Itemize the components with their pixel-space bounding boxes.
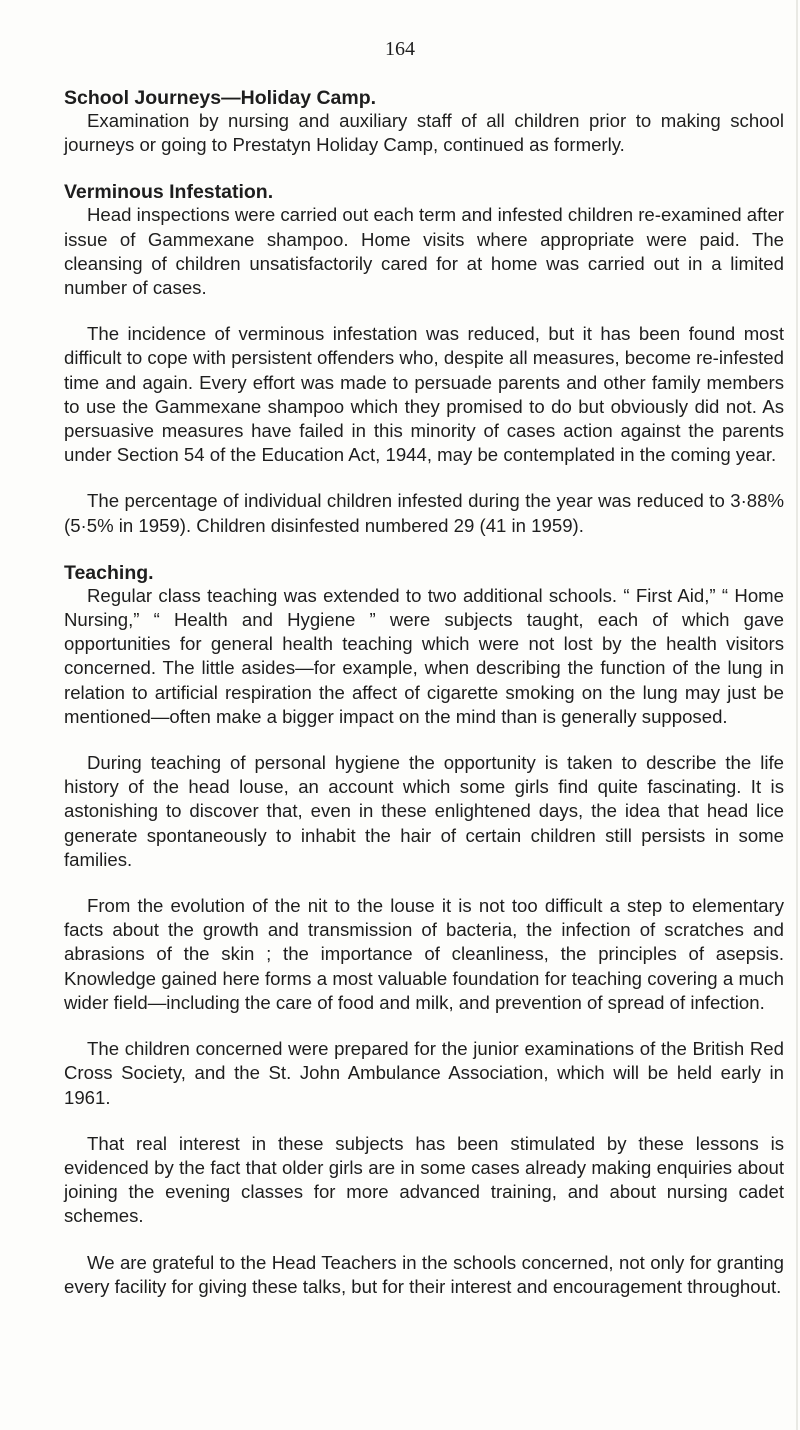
page-number: 164 (385, 38, 415, 60)
section-heading: Verminous Infestation. (64, 181, 274, 204)
paragraph: From the evolution of the nit to the louse it is not too difficult a step to elementary facts about the growth and transmission of bacteria, the infection of scratches and abrasions of the skin ; the importance of cleanliness, the principles of asepsis. Knowledge gained here forms a most valuable foundation for teaching covering a much wider field—including the care of food and milk, and prevention of spread of infection. (64, 895, 784, 1013)
section-verminous-infestation (64, 181, 784, 537)
paragraph: The percentage of individual children infested during the year was reduced to 3·88% (5·5% in 1959). Children disinfested numbered 29 (41 in 1959). (64, 490, 784, 536)
section-teaching (64, 562, 784, 1299)
section-school-journeys (64, 87, 784, 157)
section-heading: School Journeys—Holiday Camp. (64, 87, 377, 109)
paragraph: We are grateful to the Head Teachers in the schools concerned, not only for granting every facility for giving these talks, but for their interest and encouragement throughout. (64, 1251, 784, 1297)
paragraph: During teaching of personal hygiene the opportunity is taken to describe the life history of the head louse, an account which some girls find quite fascinating. It is astonishing to discover that, even in these enlightened days, the idea that head lice generate spontaneously to inhabit the hair of certain children still persists in some families. (64, 752, 784, 870)
paragraph: Regular class teaching was extended to two additional schools. “ First Aid,” “ Home Nursing,” “ Health and Hygiene ” were subjects taught, each of which gave opportunities for general health teaching which were not lost by the health visitors concerned. The little asides—for example, when describing the function of the lung in relation to artificial respiration the affect of cigarette smoking on the lung may just be mentioned—often make a bigger impact on the mind than is generally supposed. (64, 584, 784, 727)
paragraph: The children concerned were prepared for the junior examinations of the British Red Cross Society, and the St. John Ambulance Association, which will be held early in 1961. (64, 1038, 784, 1108)
paragraph: The incidence of verminous infestation was reduced, but it has been found most difficult to cope with persistent offenders who, despite all measures, become re-infested time and again. Every effort was made to persuade parents and other family members to use the Gammexane shampoo which they promised to do but obviously did not. As persuasive measures have failed in this minority of cases action against the parents under Section 54 of the Education Act, 1944, may be contemplated in the coming year. (64, 323, 784, 466)
page-edge-shadow (796, 0, 798, 1430)
paragraph: Head inspections were carried out each term and infested children re-examined after issue of Gammexane shampoo. Home visits where appropriate were paid. The cleansing of children unsatisfactorily cared for at home was carried out in a limited number of cases. (64, 204, 784, 299)
paragraph: That real interest in these subjects has been stimulated by these lessons is evidenced by the fact that older girls are in some cases already making enquiries about joining the evening classes for more advanced training, and about nursing cadet schemes. (64, 1132, 784, 1227)
section-heading: Teaching. (64, 561, 154, 584)
paragraph: Examination by nursing and auxiliary staff of all children prior to making school journeys or going to Prestatyn Holiday Camp, continued as formerly. (64, 110, 784, 156)
document-body (64, 87, 784, 1299)
